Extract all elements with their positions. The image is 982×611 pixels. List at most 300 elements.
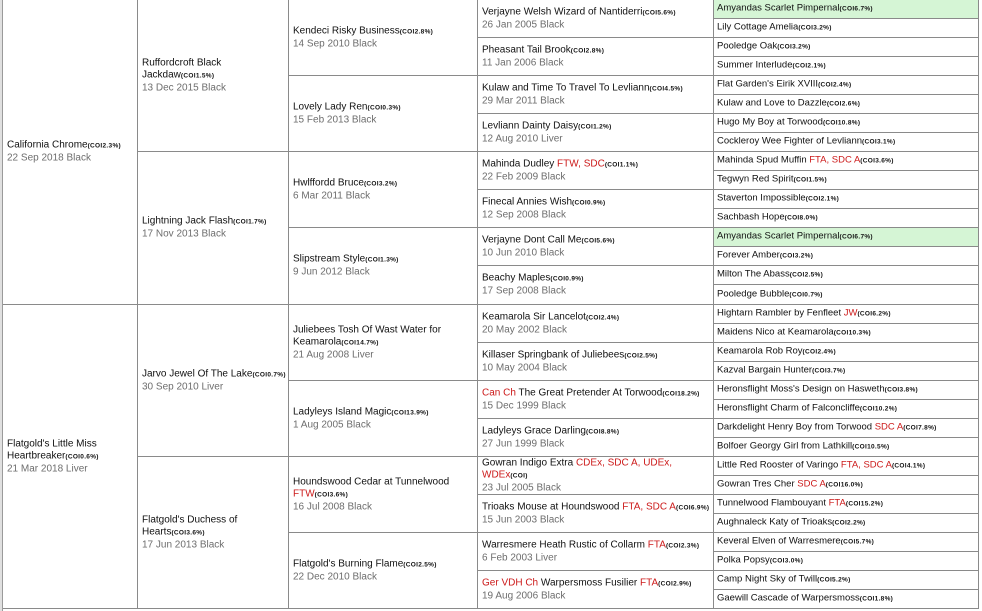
dog-name-line	[717, 327, 976, 340]
cell-content	[482, 457, 711, 494]
great-great-grandparent-cell[interactable]	[714, 76, 979, 95]
dog-name-line	[482, 425, 711, 438]
dog-name-line	[717, 517, 976, 530]
dog-name-link: Hightarn Rambler by Fenfleet	[717, 307, 842, 319]
dog-name-line	[717, 574, 976, 587]
great-great-grandparent-cell[interactable]	[714, 0, 979, 19]
dog-name-link: Hwlffordd Bruce	[293, 177, 364, 188]
dog-name-line	[717, 22, 976, 35]
birth-date-colour: 10 Jun 2010 Black	[482, 247, 565, 258]
birth-date-colour: 20 May 2002 Black	[482, 324, 568, 335]
coi-value: (COI3.6%)	[860, 157, 894, 165]
dog-name-link: Levliann Dainty Daisy	[482, 120, 579, 131]
great-great-grandparent-cell[interactable]	[714, 133, 979, 152]
great-great-grandparent-cell[interactable]	[714, 57, 979, 76]
birth-date-colour: 15 Jun 2003 Black	[482, 514, 565, 525]
dog-name-line	[717, 174, 976, 187]
coi-value: (COI2.1%)	[792, 62, 826, 70]
cell-content	[717, 3, 976, 16]
cell-content	[142, 368, 286, 393]
cell-content	[717, 98, 976, 111]
dog-name-line	[293, 101, 475, 114]
dog-name-line	[482, 6, 711, 19]
coi-value: (COI2.4%)	[818, 81, 852, 89]
dog-name-link: Forever Amber	[717, 249, 780, 261]
great-great-grandparent-cell[interactable]	[714, 152, 979, 171]
birth-date-colour: 21 Aug 2008 Liver	[293, 349, 374, 360]
dog-name-line	[482, 501, 711, 514]
dog-name-link: Slipstream Style	[293, 253, 366, 265]
coi-value: (COI10.8%)	[822, 119, 861, 127]
great-grandparent-cell[interactable]	[478, 266, 714, 305]
dog-name-line	[717, 136, 976, 149]
dog-name-link: Jarvo Jewel Of The Lake	[142, 368, 253, 379]
great-great-grandparent-cell[interactable]	[714, 95, 979, 114]
great-great-grandparent-cell[interactable]	[714, 171, 979, 190]
cell-content	[717, 212, 976, 225]
coi-value: (COI14.7%)	[341, 339, 379, 346]
coi-value: (COI4.5%)	[649, 85, 683, 92]
dog-name-link: Summer Interlude	[717, 59, 793, 71]
great-great-grandparent-cell[interactable]	[714, 400, 979, 419]
cell-content	[717, 250, 976, 263]
coi-value: (COI3.6%)	[314, 491, 349, 498]
coi-value: (COI3.7%)	[812, 367, 846, 375]
great-great-grandparent-cell[interactable]	[714, 285, 979, 305]
coi-value: (COI6.7%)	[839, 5, 873, 13]
dog-name-link: Tunnelwood Flambouyant	[717, 497, 826, 509]
dog-name-line	[717, 422, 976, 435]
great-great-grandparent-cell[interactable]	[714, 362, 979, 381]
great-great-grandparent-cell[interactable]	[714, 457, 979, 476]
dog-name-link: Flat Garden's Eirik XVIII	[717, 78, 819, 90]
coi-value: (COI0.9%)	[550, 275, 584, 283]
great-great-grandparent-cell[interactable]	[714, 190, 979, 209]
great-great-grandparent-cell[interactable]	[714, 552, 979, 571]
great-great-grandparent-cell[interactable]	[714, 495, 979, 514]
coi-value: (COI1.5%)	[793, 176, 827, 184]
birth-date-colour: 22 Sep 2018 Black	[7, 152, 91, 164]
dog-name-link: Cockleroy Wee Fighter of Levliann	[717, 135, 863, 147]
coi-value: (COI8.0%)	[784, 214, 819, 222]
birth-date-colour: 6 Feb 2003 Liver	[482, 552, 558, 563]
dog-name-line	[482, 234, 711, 247]
birth-date-colour: 29 Mar 2011 Black	[482, 95, 565, 106]
coi-value: (COI2.5%)	[789, 271, 824, 279]
birth-date-colour: 23 Jul 2005 Black	[482, 482, 561, 493]
cell-content	[717, 231, 976, 244]
dog-name-link: Lily Cottage Amelia	[717, 21, 799, 33]
dog-name-link: Verjayne Welsh Wizard of Nantiderri	[482, 6, 643, 17]
window-left-edge	[0, 0, 3, 611]
dog-name-link: Camp Night Sky of Twill	[717, 573, 818, 585]
coi-value: (COI0.6%)	[65, 453, 99, 460]
dog-name-link: Keveral Elven of Warresmere	[717, 535, 841, 547]
coi-value: (COI)	[510, 472, 528, 479]
dog-name-line	[142, 216, 286, 229]
dog-name-link: Beachy Maples	[482, 272, 551, 284]
dog-name-link: Flatgold's Burning Flame	[293, 558, 404, 569]
dog-name-line	[482, 196, 711, 209]
cell-content	[7, 438, 135, 475]
great-great-grandparent-cell[interactable]	[714, 209, 979, 228]
cell-content	[482, 577, 711, 602]
cell-content	[717, 384, 976, 397]
sire-dam-cell[interactable]	[138, 457, 289, 609]
dog-name-link: Killaser Springbank of Juliebees	[482, 349, 625, 360]
coi-value: (COI3.0%)	[769, 557, 804, 565]
great-grandparent-cell[interactable]	[478, 228, 714, 266]
cell-content	[293, 177, 475, 202]
coi-value: (COI3.6%)	[171, 529, 205, 536]
dog-name-line	[717, 250, 976, 263]
birth-date-colour: 12 Sep 2008 Black	[482, 209, 566, 220]
dog-name-line	[7, 140, 135, 153]
coi-value: (COI2.2%)	[832, 519, 866, 527]
birth-date-colour: 16 Jul 2008 Black	[293, 501, 372, 512]
title-suffix: FTW, SDC	[557, 158, 605, 169]
coi-value: (COI2.6%)	[826, 100, 861, 108]
coi-value: (COI6.9%)	[675, 504, 710, 511]
coi-value: (COI8.8%)	[585, 428, 620, 435]
birth-date-colour: 19 Aug 2006 Black	[482, 590, 566, 601]
cell-content	[717, 22, 976, 35]
coi-value: (COI10.3%)	[833, 329, 872, 337]
cell-content	[293, 558, 475, 583]
cell-content	[482, 311, 711, 336]
coi-value: (COI4.1%)	[891, 462, 926, 470]
sire-dam-cell[interactable]	[138, 152, 289, 305]
title-suffix: FTA, SDC A	[809, 154, 861, 166]
title-prefix: Ger VDH Ch	[482, 577, 539, 588]
dog-name-line	[717, 79, 976, 92]
dog-name-link: Finecal Annies Wish	[482, 196, 573, 207]
coi-value: (COI2.9%)	[658, 580, 692, 587]
title-suffix: FTA	[828, 497, 846, 509]
dog-name-link: Houndswood Cedar at Tunnelwood	[293, 476, 450, 487]
birth-date-colour: 11 Jan 2006 Black	[482, 57, 564, 68]
dog-name-line	[142, 57, 286, 82]
cell-content	[717, 346, 976, 359]
dog-name-line	[7, 438, 135, 463]
great-grandparent-cell[interactable]	[478, 495, 714, 533]
coi-value: (COI0.9%)	[572, 199, 606, 206]
coi-value: (COI1.5%)	[180, 72, 215, 79]
great-grandparent-cell[interactable]	[478, 457, 714, 495]
coi-value: (COI7.8%)	[903, 424, 937, 432]
great-great-grandparent-cell[interactable]	[714, 228, 979, 247]
coi-value: (COI5.7%)	[840, 538, 875, 546]
dog-name-link: Hugo My Boy at Torwood	[717, 116, 823, 128]
grandparent-cell[interactable]	[289, 457, 478, 533]
coi-value: (COI1.7%)	[233, 218, 267, 226]
great-great-grandparent-cell[interactable]	[714, 343, 979, 362]
cell-content	[717, 460, 976, 473]
great-great-grandparent-cell[interactable]	[714, 590, 979, 609]
coi-value: (COI3.2%)	[779, 252, 814, 260]
great-grandparent-cell[interactable]	[478, 419, 714, 457]
cell-content	[717, 441, 976, 454]
great-great-grandparent-cell[interactable]	[714, 247, 979, 266]
coi-value: (COI2.8%)	[399, 28, 434, 35]
cell-content	[717, 517, 976, 530]
dog-name-link: Aughnaleck Katy of Trioaks	[717, 516, 833, 528]
dog-name-line	[482, 311, 711, 324]
birth-date-colour: 17 Jun 2013 Black	[142, 539, 225, 550]
dog-name-line	[482, 158, 711, 171]
dog-name-link: Lightning Jack Flash	[142, 215, 234, 227]
dog-name-link: Gowran Tres Cher	[717, 478, 795, 490]
dog-name-link: California Chrome	[7, 139, 88, 151]
birth-date-colour: 12 Aug 2010 Liver	[482, 133, 563, 144]
dog-name-line	[717, 346, 976, 359]
great-grandparent-cell[interactable]	[478, 533, 714, 571]
sire-dam-cell[interactable]	[138, 305, 289, 457]
grandparent-cell[interactable]	[289, 0, 478, 76]
coi-value: (COI1.1%)	[604, 161, 639, 168]
dog-name-line	[717, 117, 976, 130]
coi-value: (COI3.1%)	[862, 138, 896, 146]
birth-date-colour: 22 Dec 2010 Black	[293, 571, 377, 582]
coi-value: (COI0.3%)	[367, 104, 401, 111]
dog-name-link: Pooledge Oak	[717, 40, 778, 52]
coi-value: (COI3.2%)	[363, 180, 398, 187]
great-great-grandparent-cell[interactable]	[714, 514, 979, 533]
cell-content	[717, 136, 976, 149]
coi-value: (COI6.2%)	[857, 310, 891, 318]
dog-name-link: The Great Pretender At Torwood	[518, 387, 663, 398]
dog-name-line	[293, 25, 475, 38]
dog-cell[interactable]	[3, 305, 138, 609]
coi-value: (COI5.6%)	[642, 9, 676, 16]
great-great-grandparent-cell[interactable]	[714, 19, 979, 38]
dog-name-line	[482, 387, 711, 400]
dog-name-link: Keamarola Sir Lancelot	[482, 311, 586, 322]
cell-content	[293, 324, 475, 361]
dog-name-link: Mahinda Dudley	[482, 158, 555, 169]
cell-content	[717, 365, 976, 378]
dog-name-line	[293, 476, 475, 501]
dog-name-line	[482, 539, 711, 552]
great-grandparent-cell[interactable]	[478, 0, 714, 38]
dog-name-line	[717, 193, 976, 206]
birth-date-colour: 17 Sep 2008 Black	[482, 285, 566, 297]
grandparent-cell[interactable]	[289, 381, 478, 457]
title-suffix: FTA	[640, 577, 659, 588]
birth-date-colour: 21 Mar 2018 Liver	[7, 463, 88, 474]
dog-name-line	[717, 593, 976, 606]
dog-name-link: Mahinda Spud Muffin	[717, 154, 807, 166]
dog-name-link: Kulaw and Love to Dazzle	[717, 97, 827, 109]
birth-date-colour: 10 May 2004 Black	[482, 362, 568, 373]
dog-name-link: Heronsflight Charm of Falconcliffe	[717, 402, 860, 414]
cell-content	[482, 158, 711, 183]
dog-name-line	[717, 60, 976, 73]
cell-content	[142, 514, 286, 551]
coi-value: (COI18.2%)	[662, 390, 700, 397]
great-great-grandparent-cell[interactable]	[714, 438, 979, 457]
dog-name-line	[717, 403, 976, 416]
birth-date-colour: 6 Mar 2011 Black	[293, 190, 371, 201]
dog-name-link: Warpersmoss Fusilier	[540, 577, 638, 588]
dog-name-link: Kulaw and Time To Travel To Levliann	[482, 82, 650, 93]
dog-name-line	[717, 365, 976, 378]
dog-name-line	[717, 155, 976, 168]
coi-value: (COI2.3%)	[665, 542, 700, 549]
dog-name-line	[482, 273, 711, 286]
coi-value: (COI0.7%)	[789, 291, 823, 298]
dog-name-line	[293, 254, 475, 267]
great-grandparent-cell[interactable]	[478, 381, 714, 419]
dog-name-link: Verjayne Dont Call Me	[482, 234, 582, 245]
coi-value: (COI2.1%)	[805, 195, 840, 203]
cell-content	[717, 403, 976, 416]
title-suffix: JW	[843, 307, 858, 319]
cell-content	[482, 273, 711, 298]
great-great-grandparent-cell[interactable]	[714, 305, 979, 324]
cell-content	[293, 25, 475, 50]
dog-name-line	[293, 324, 475, 349]
grandparent-cell[interactable]	[289, 76, 478, 152]
great-grandparent-cell[interactable]	[478, 152, 714, 190]
cell-content	[717, 269, 976, 282]
cell-content	[482, 349, 711, 374]
cell-content	[482, 82, 711, 107]
great-grandparent-cell[interactable]	[478, 190, 714, 228]
dog-name-line	[717, 536, 976, 549]
dog-name-link: Ladyleys Grace Darling	[482, 425, 586, 436]
dog-name-link: Darkdelight Henry Boy from Torwood	[717, 421, 873, 433]
sire-dam-cell[interactable]	[138, 0, 289, 152]
cell-content	[717, 41, 976, 54]
dog-name-link: Pheasant Tail Brook	[482, 44, 571, 55]
great-grandparent-cell[interactable]	[478, 76, 714, 114]
coi-value: (COI2.4%)	[802, 348, 836, 356]
cell-content	[482, 539, 711, 564]
title-suffix: FTA, SDC A	[622, 501, 676, 512]
great-grandparent-cell[interactable]	[478, 114, 714, 152]
cell-content	[293, 476, 475, 513]
dog-name-line	[482, 457, 711, 482]
dog-name-link: Milton The Abass	[717, 268, 790, 280]
coi-value: (COI10.5%)	[852, 443, 890, 451]
dog-name-link: Ruffordcroft Black Jackdaw	[142, 57, 222, 80]
dog-name-line	[482, 577, 711, 590]
birth-date-colour: 15 Feb 2013 Black	[293, 114, 377, 125]
great-great-grandparent-cell[interactable]	[714, 266, 979, 285]
dog-name-link: Ladyleys Island Magic	[293, 406, 392, 417]
great-grandparent-cell[interactable]	[478, 343, 714, 381]
cell-content	[142, 216, 286, 241]
title-suffix: FTA	[647, 539, 666, 550]
coi-value: (COI0.7%)	[252, 371, 286, 378]
grandparent-cell[interactable]	[289, 533, 478, 609]
dog-name-link: Lovely Lady Ren	[293, 101, 368, 112]
dog-name-line	[142, 368, 286, 381]
dog-name-link: Kendeci Risky Business	[293, 25, 400, 36]
dog-name-line	[717, 441, 976, 454]
dog-name-link: Amyandas Scarlet Pimpernal	[717, 230, 840, 242]
birth-date-colour: 13 Dec 2015 Black	[142, 82, 226, 93]
dog-name-link: Maidens Nico at Keamarola	[717, 326, 834, 338]
great-great-grandparent-cell[interactable]	[714, 419, 979, 438]
coi-value: (COI2.8%)	[570, 47, 605, 54]
dog-name-link: Gaewill Cascade of Warpersmoss	[717, 592, 860, 604]
coi-value: (COI6.7%)	[839, 233, 873, 241]
great-grandparent-cell[interactable]	[478, 38, 714, 76]
coi-value: (COI2.4%)	[585, 314, 620, 321]
dog-name-line	[482, 44, 711, 57]
dog-name-link: Bolfoer Georgy Girl from Lathkill	[717, 440, 853, 452]
title-suffix: SDC A	[797, 478, 826, 490]
dog-name-link: Flatgold's Little Miss Heartbreaker	[7, 438, 97, 461]
dog-name-line	[717, 41, 976, 54]
dog-name-line	[142, 514, 286, 539]
cell-content	[717, 155, 976, 168]
dog-name-line	[482, 120, 711, 133]
coi-value: (COI2.3%)	[87, 142, 121, 150]
cell-content	[7, 140, 135, 165]
cell-content	[717, 536, 976, 549]
dog-name-line	[717, 3, 976, 16]
dog-name-link: Flatgold's Duchess of Hearts	[142, 514, 238, 537]
cell-content	[717, 308, 976, 321]
great-great-grandparent-cell[interactable]	[714, 571, 979, 590]
cell-content	[717, 479, 976, 492]
grandparent-cell[interactable]	[289, 305, 478, 381]
birth-date-colour: 26 Jan 2005 Black	[482, 19, 565, 30]
great-grandparent-cell[interactable]	[478, 305, 714, 343]
title-suffix: SDC A	[874, 421, 904, 433]
cell-content	[717, 193, 976, 206]
title-suffix: FTW	[293, 488, 315, 499]
dog-name-link: Pooledge Bubble	[717, 288, 790, 299]
dog-name-line	[717, 231, 976, 244]
great-great-grandparent-cell[interactable]	[714, 38, 979, 57]
coi-value: (COI1.3%)	[365, 256, 399, 264]
great-great-grandparent-cell[interactable]	[714, 324, 979, 343]
cell-content	[717, 60, 976, 73]
dog-cell[interactable]	[3, 0, 138, 305]
grandparent-cell[interactable]	[289, 152, 478, 228]
dog-name-link: Staverton Impossible	[717, 192, 806, 204]
coi-value: (COI1.8%)	[859, 595, 894, 603]
title-suffix: CDEx, SDC A, UDEx, WDEx	[482, 457, 673, 480]
great-great-grandparent-cell[interactable]	[714, 114, 979, 133]
cell-content	[717, 593, 976, 606]
cell-content	[482, 425, 711, 450]
grandparent-cell[interactable]	[289, 228, 478, 305]
great-great-grandparent-cell[interactable]	[714, 381, 979, 400]
dog-name-line	[293, 558, 475, 571]
dog-name-line	[717, 288, 976, 301]
coi-value: (COI2.5%)	[403, 561, 437, 568]
coi-value: (COI1.2%)	[578, 123, 612, 130]
cell-content	[717, 574, 976, 587]
great-great-grandparent-cell[interactable]	[714, 476, 979, 495]
dog-name-link: Sachbash Hope	[717, 211, 785, 223]
great-great-grandparent-cell[interactable]	[714, 533, 979, 552]
great-grandparent-cell[interactable]	[478, 571, 714, 609]
dog-name-line	[293, 177, 475, 190]
coi-value: (COI5.2%)	[817, 576, 851, 584]
coi-value: (COI3.2%)	[798, 24, 832, 32]
dog-name-line	[717, 479, 976, 492]
dog-name-line	[717, 555, 976, 568]
birth-date-colour: 15 Dec 1999 Black	[482, 400, 566, 411]
dog-name-line	[717, 460, 976, 473]
coi-value: (COI3.8%)	[884, 386, 919, 394]
